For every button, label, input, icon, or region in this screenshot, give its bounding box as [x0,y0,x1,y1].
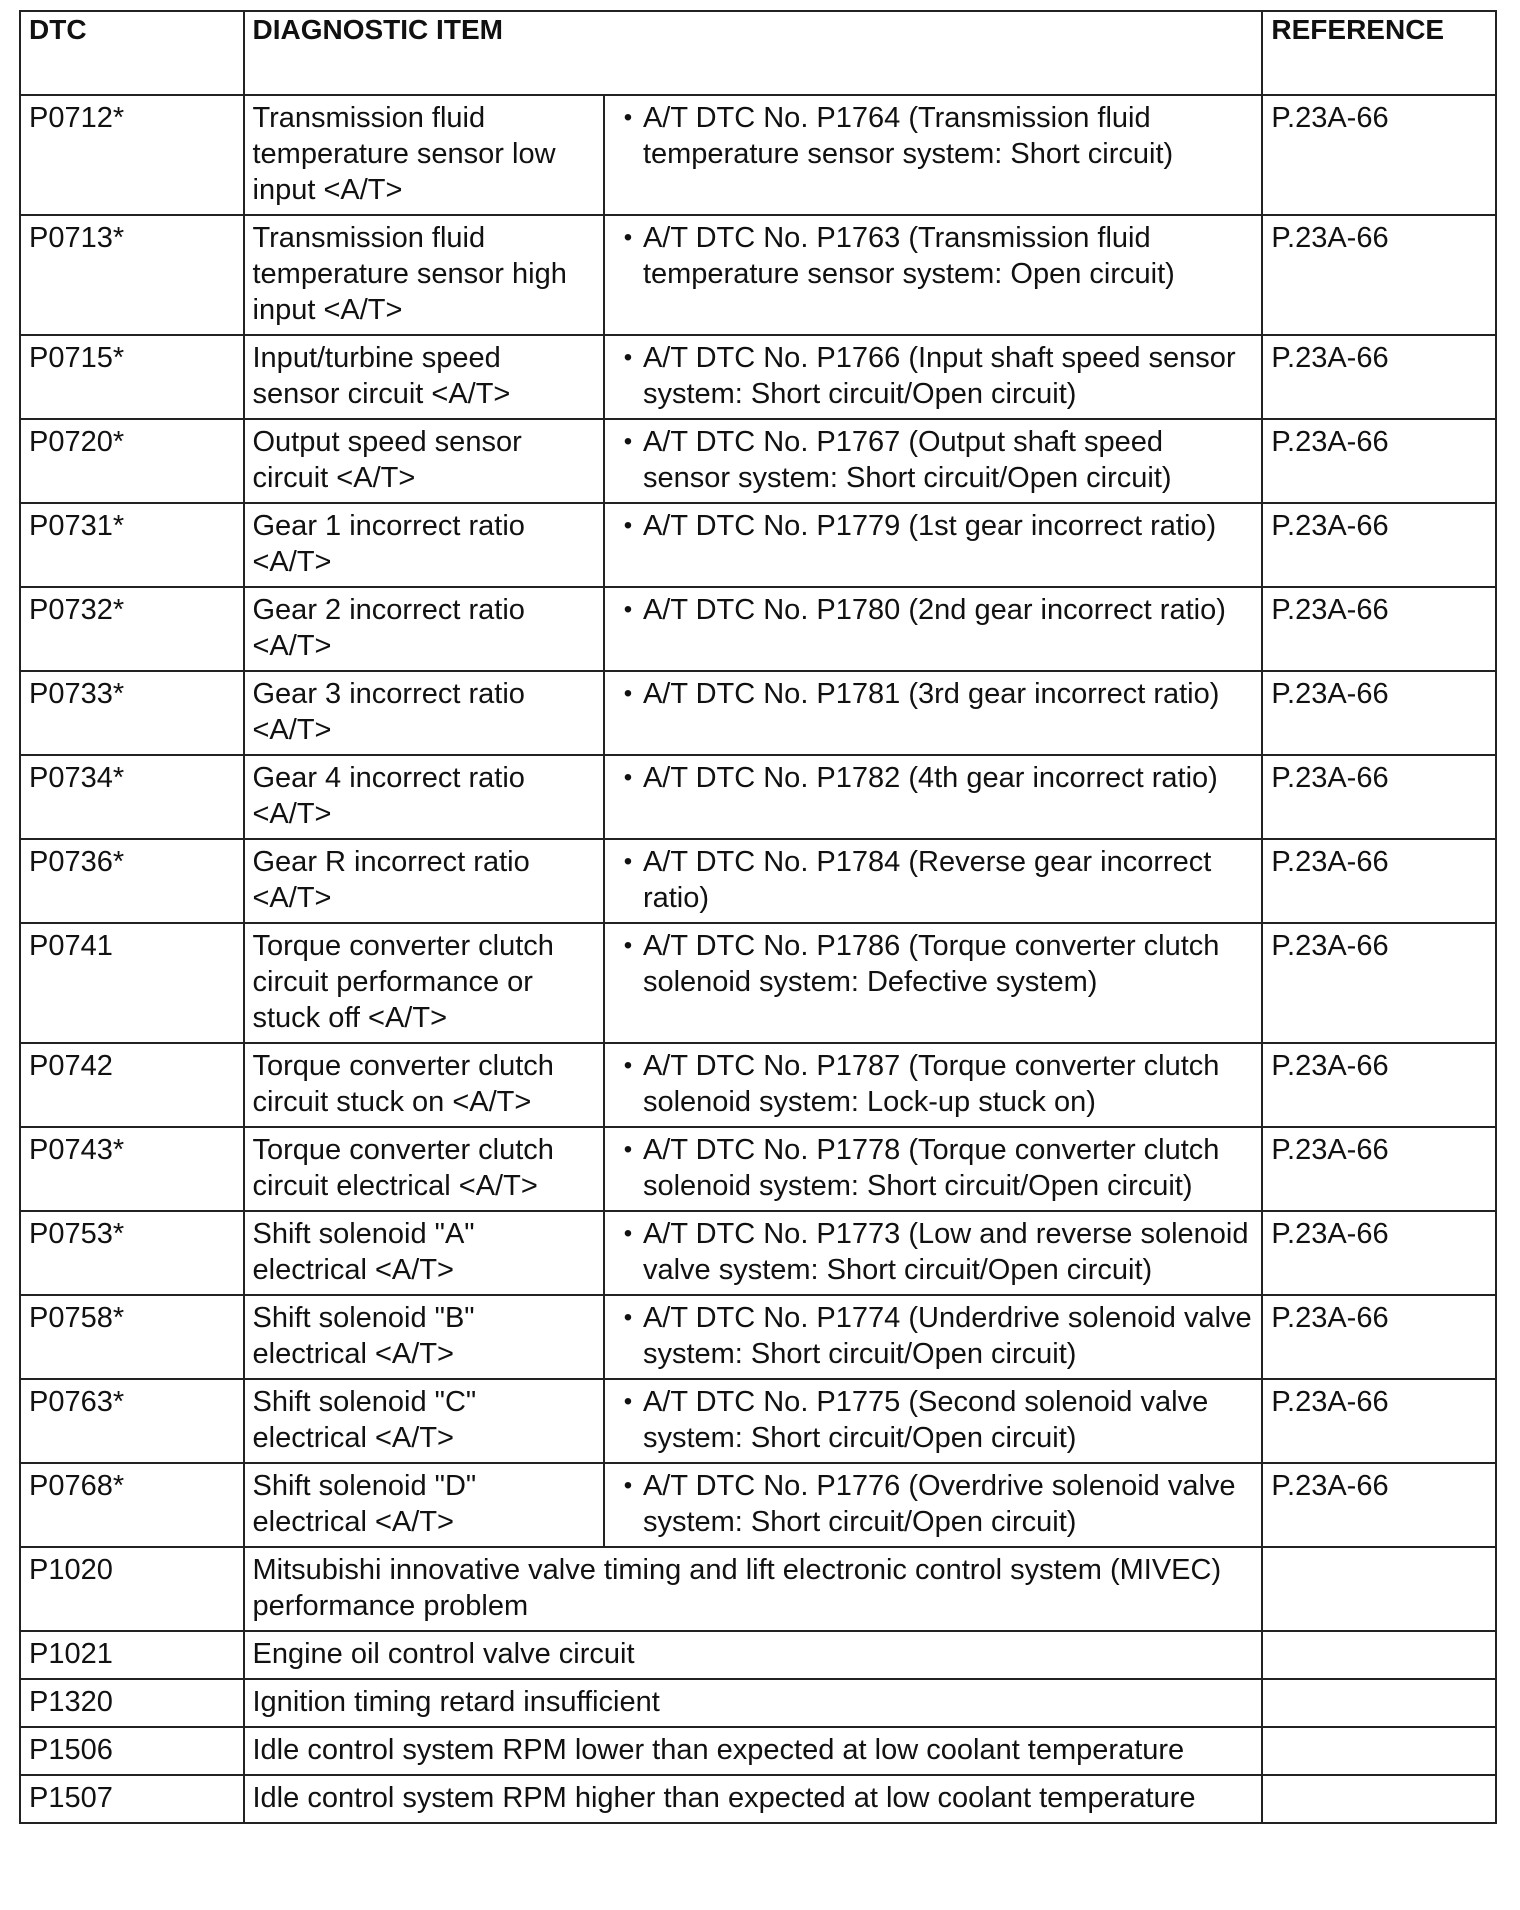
bullet-item [613,844,1253,916]
detail-text: A/T DTC No. P1763 (Transmission fluid temperature sensor system: Open circuit) [642,222,1175,290]
dtc-code-cell: P0732* [20,587,244,671]
dtc-code-cell: P0742 [20,1043,244,1127]
table-row [20,215,1496,335]
diagnostic-item-cell: Idle control system RPM lower than expected at low coolant temperature [244,1727,1263,1775]
diagnostic-item-cell: Gear 1 incorrect ratio <A/T> [244,503,604,587]
reference-cell: P.23A-66 [1262,95,1496,215]
table-row [20,1679,1496,1727]
bullet-icon: • [623,1220,633,1247]
bullet-icon: • [623,104,633,131]
table-row [20,923,1496,1043]
diagnostic-item-cell: Idle control system RPM higher than expected at low coolant temperature [244,1775,1263,1823]
table-row [20,1127,1496,1211]
table-row [20,839,1496,923]
bullet-item [613,100,1253,172]
detail-text: A/T DTC No. P1764 (Transmission fluid temperature sensor system: Short circuit) [642,102,1174,170]
detail-text: A/T DTC No. P1766 (Input shaft speed sensor system: Short circuit/Open circuit) [642,342,1236,410]
bullet-item [613,1132,1253,1204]
detail-text: A/T DTC No. P1786 (Torque converter clutch solenoid system: Defective system) [642,930,1220,998]
bullet-icon: • [623,848,633,875]
detail-cell [604,671,1262,755]
reference-cell [1262,1727,1496,1775]
reference-cell [1262,1679,1496,1727]
reference-cell [1262,1547,1496,1631]
header-reference: REFERENCE [1262,11,1496,95]
bullet-item [613,1384,1253,1456]
dtc-code-cell: P0758* [20,1295,244,1379]
diagnostic-item-cell: Input/turbine speed sensor circuit <A/T> [244,335,604,419]
table-row [20,503,1496,587]
bullet-item [613,1300,1253,1372]
bullet-icon: • [623,764,633,791]
dtc-code-cell: P0736* [20,839,244,923]
detail-cell [604,215,1262,335]
bullet-item [613,1468,1253,1540]
bullet-item [613,760,1253,796]
diagnostic-item-cell: Torque converter clutch circuit electrical <A/T> [244,1127,604,1211]
detail-text: A/T DTC No. P1782 (4th gear incorrect ratio) [642,762,1218,794]
table-header-row [20,11,1496,95]
reference-cell: P.23A-66 [1262,1043,1496,1127]
bullet-item [613,1216,1253,1288]
dtc-code-cell: P0712* [20,95,244,215]
detail-cell [604,587,1262,671]
table-row [20,335,1496,419]
detail-cell [604,95,1262,215]
table-row [20,1463,1496,1547]
detail-cell [604,755,1262,839]
reference-cell: P.23A-66 [1262,1295,1496,1379]
diagnostic-item-cell: Gear 4 incorrect ratio <A/T> [244,755,604,839]
bullet-item [613,1048,1253,1120]
diagnostic-item-cell: Torque converter clutch circuit stuck on <A/T> [244,1043,604,1127]
table-row [20,1379,1496,1463]
bullet-item [613,676,1253,712]
detail-text: A/T DTC No. P1773 (Low and reverse solenoid valve system: Short circuit/Open circuit) [642,1218,1249,1286]
detail-text: A/T DTC No. P1784 (Reverse gear incorrect ratio) [642,846,1212,914]
reference-cell [1262,1775,1496,1823]
dtc-table [19,10,1497,1824]
detail-text: A/T DTC No. P1778 (Torque converter clutch solenoid system: Short circuit/Open circuit) [642,1134,1220,1202]
detail-cell [604,1043,1262,1127]
reference-cell: P.23A-66 [1262,755,1496,839]
dtc-code-cell: P0741 [20,923,244,1043]
table-row [20,95,1496,215]
detail-cell [604,1211,1262,1295]
table-row [20,1043,1496,1127]
dtc-code-cell: P1020 [20,1547,244,1631]
bullet-icon: • [623,596,633,623]
detail-text: A/T DTC No. P1779 (1st gear incorrect ratio) [642,510,1217,542]
bullet-item [613,508,1253,544]
dtc-code-cell: P0763* [20,1379,244,1463]
detail-text: A/T DTC No. P1767 (Output shaft speed sensor system: Short circuit/Open circuit) [642,426,1172,494]
detail-cell [604,335,1262,419]
dtc-code-cell: P0768* [20,1463,244,1547]
diagnostic-item-cell: Gear 2 incorrect ratio <A/T> [244,587,604,671]
diagnostic-item-cell: Output speed sensor circuit <A/T> [244,419,604,503]
dtc-code-cell: P0734* [20,755,244,839]
reference-cell: P.23A-66 [1262,587,1496,671]
reference-cell [1262,1631,1496,1679]
dtc-code-cell: P1320 [20,1679,244,1727]
dtc-code-cell: P1021 [20,1631,244,1679]
bullet-item [613,592,1253,628]
diagnostic-item-cell: Gear 3 incorrect ratio <A/T> [244,671,604,755]
detail-cell [604,1295,1262,1379]
detail-text: A/T DTC No. P1775 (Second solenoid valve system: Short circuit/Open circuit) [642,1386,1209,1454]
detail-cell [604,1379,1262,1463]
reference-cell: P.23A-66 [1262,1379,1496,1463]
table-row [20,1295,1496,1379]
detail-cell [604,1127,1262,1211]
bullet-icon: • [623,1388,633,1415]
detail-cell [604,503,1262,587]
table-row [20,1775,1496,1823]
bullet-icon: • [623,932,633,959]
bullet-icon: • [623,1052,633,1079]
bullet-item [613,340,1253,412]
reference-cell: P.23A-66 [1262,671,1496,755]
reference-cell: P.23A-66 [1262,839,1496,923]
bullet-icon: • [623,224,633,251]
diagnostic-item-cell: Shift solenoid "D" electrical <A/T> [244,1463,604,1547]
bullet-icon: • [623,428,633,455]
bullet-item [613,220,1253,292]
reference-cell: P.23A-66 [1262,503,1496,587]
diagnostic-item-cell: Shift solenoid "C" electrical <A/T> [244,1379,604,1463]
table-row [20,419,1496,503]
bullet-icon: • [623,344,633,371]
detail-cell [604,839,1262,923]
bullet-icon: • [623,1136,633,1163]
diagnostic-item-cell: Mitsubishi innovative valve timing and lift electronic control system (MIVEC) performance problem [244,1547,1263,1631]
diagnostic-item-cell: Gear R incorrect ratio <A/T> [244,839,604,923]
detail-text: A/T DTC No. P1774 (Underdrive solenoid valve system: Short circuit/Open circuit) [642,1302,1252,1370]
dtc-code-cell: P1507 [20,1775,244,1823]
dtc-code-cell: P0713* [20,215,244,335]
reference-cell: P.23A-66 [1262,923,1496,1043]
reference-cell: P.23A-66 [1262,419,1496,503]
header-diagnostic-item: DIAGNOSTIC ITEM [244,11,1263,95]
detail-cell [604,419,1262,503]
table-row [20,587,1496,671]
bullet-item [613,928,1253,1000]
table-row [20,755,1496,839]
detail-cell [604,923,1262,1043]
reference-cell: P.23A-66 [1262,1211,1496,1295]
detail-text: A/T DTC No. P1780 (2nd gear incorrect ratio) [642,594,1226,626]
table-row [20,1547,1496,1631]
diagnostic-item-cell: Engine oil control valve circuit [244,1631,1263,1679]
dtc-code-cell: P0733* [20,671,244,755]
diagnostic-item-cell: Torque converter clutch circuit performance or stuck off <A/T> [244,923,604,1043]
bullet-icon: • [623,512,633,539]
bullet-icon: • [623,680,633,707]
dtc-code-cell: P0720* [20,419,244,503]
table-row [20,671,1496,755]
dtc-code-cell: P0731* [20,503,244,587]
reference-cell: P.23A-66 [1262,1463,1496,1547]
dtc-code-cell: P0753* [20,1211,244,1295]
bullet-icon: • [623,1472,633,1499]
reference-cell: P.23A-66 [1262,1127,1496,1211]
detail-text: A/T DTC No. P1781 (3rd gear incorrect ratio) [642,678,1220,710]
table-row [20,1211,1496,1295]
reference-cell: P.23A-66 [1262,215,1496,335]
table-body [20,95,1496,1823]
bullet-icon: • [623,1304,633,1331]
diagnostic-item-cell: Transmission fluid temperature sensor high input <A/T> [244,215,604,335]
bullet-item [613,424,1253,496]
dtc-code-cell: P1506 [20,1727,244,1775]
diagnostic-item-cell: Ignition timing retard insufficient [244,1679,1263,1727]
table-row [20,1631,1496,1679]
table-row [20,1727,1496,1775]
detail-cell [604,1463,1262,1547]
detail-text: A/T DTC No. P1787 (Torque converter clutch solenoid system: Lock-up stuck on) [642,1050,1220,1118]
dtc-code-cell: P0715* [20,335,244,419]
diagnostic-item-cell: Shift solenoid "B" electrical <A/T> [244,1295,604,1379]
dtc-code-cell: P0743* [20,1127,244,1211]
diagnostic-item-cell: Transmission fluid temperature sensor low input <A/T> [244,95,604,215]
reference-cell: P.23A-66 [1262,335,1496,419]
header-dtc: DTC [20,11,244,95]
detail-text: A/T DTC No. P1776 (Overdrive solenoid valve system: Short circuit/Open circuit) [642,1470,1236,1538]
diagnostic-item-cell: Shift solenoid "A" electrical <A/T> [244,1211,604,1295]
